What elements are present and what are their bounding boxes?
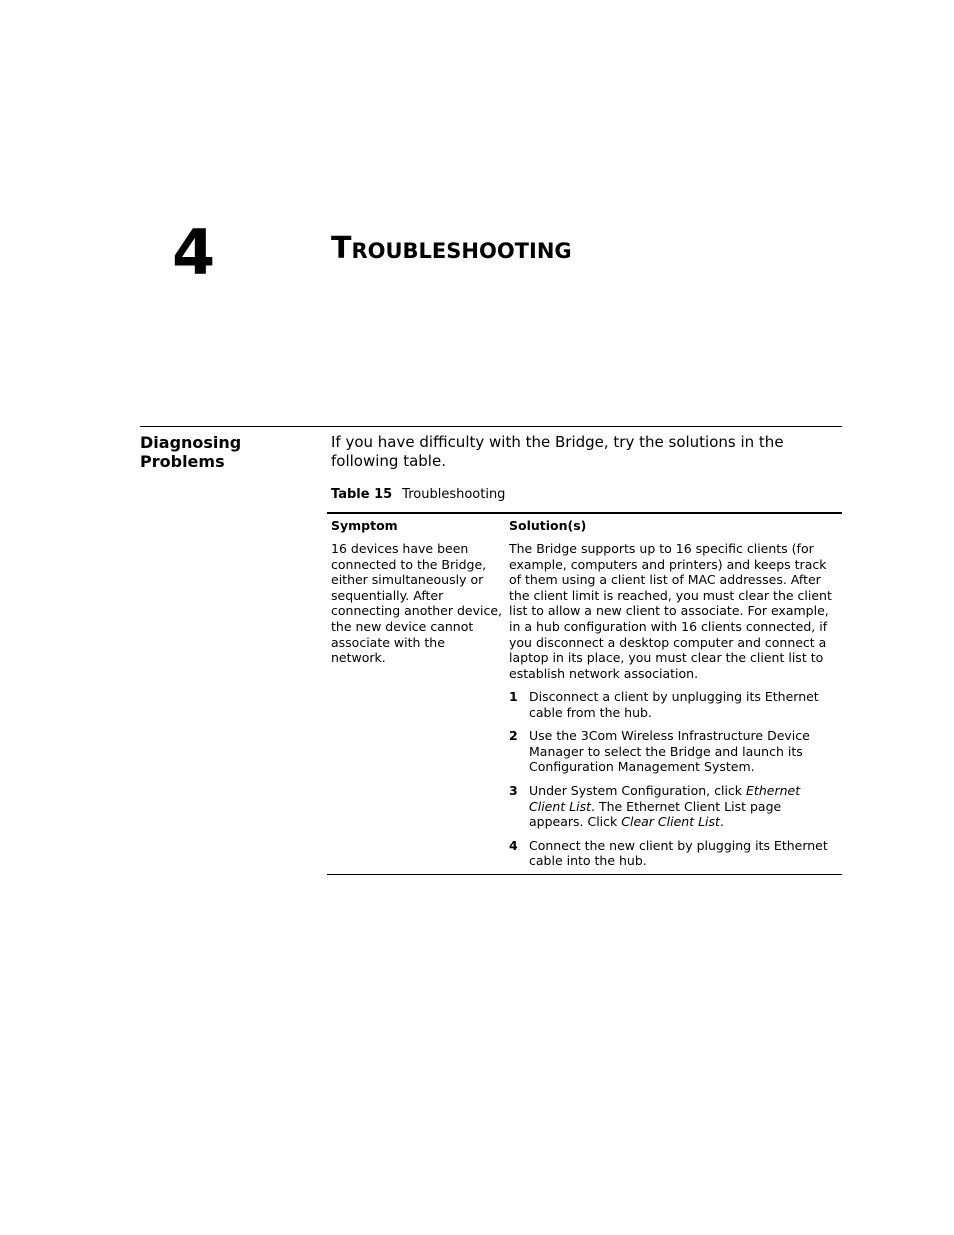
table-caption: [331, 487, 505, 503]
table-caption-label: Table 15: [331, 487, 393, 502]
step-number: 1: [509, 689, 518, 704]
table-bottom-rule: [327, 874, 842, 875]
ethernet-client-list-link-text: Ethernet Client List: [529, 782, 801, 814]
section-heading-line1: Diagnosing: [140, 433, 242, 452]
step-text-part: .: [719, 814, 724, 830]
step-item: [509, 728, 839, 775]
step-number: 2: [509, 728, 518, 744]
solution-intro: The Bridge supports up to 16 specific clients (for example, computers and printers) and keeps track of them using a client list of MAC addresses. After the client limit is reached, you must clear the client list to allow a new client to associate. For example, in a hub configuration with 16 clients connected, if you disconnect a desktop computer and connect a laptop in its place, you must clear the client list to establish network association.: [509, 541, 832, 681]
step-text: Disconnect a client by unplugging its Ethernet cable from the hub.: [529, 689, 819, 720]
column-header-symptom: Symptom: [331, 518, 398, 533]
step-number: 4: [509, 837, 518, 853]
clear-client-list-text: Clear Client List: [621, 814, 720, 830]
symptom-cell: 16 devices have been connected to the Bridge, either simultaneously or sequentially. After connecting another device, the new device cannot associate with the network.: [331, 541, 503, 666]
chapter-title: Troubleshooting: [331, 231, 572, 266]
step-text-part: Under System Configuration, click: [529, 782, 747, 798]
step-item: [509, 689, 839, 720]
step-number: 3: [509, 782, 518, 798]
step-item: [509, 838, 839, 869]
intro-paragraph: If you have difficulty with the Bridge, try the solutions in the following table.: [331, 433, 784, 470]
step-text: [529, 783, 839, 830]
table-caption-title: Troubleshooting: [402, 487, 506, 502]
step-text-part: . The Ethernet Client List page appears. Click: [529, 798, 782, 830]
section-heading-line2: Problems: [140, 452, 225, 471]
section-divider: [140, 426, 842, 427]
step-item: [509, 783, 839, 830]
chapter-number: 4: [172, 216, 216, 289]
step-text: Connect the new client by plugging its Ethernet cable into the hub.: [529, 837, 828, 869]
column-header-solution: Solution(s): [509, 518, 587, 533]
table-top-rule: [327, 512, 842, 514]
solution-steps: [509, 689, 839, 877]
step-text: Use the 3Com Wireless Infrastructure Device Manager to select the Bridge and launch its Configuration Management System.: [529, 728, 810, 775]
section-heading: [140, 433, 310, 471]
